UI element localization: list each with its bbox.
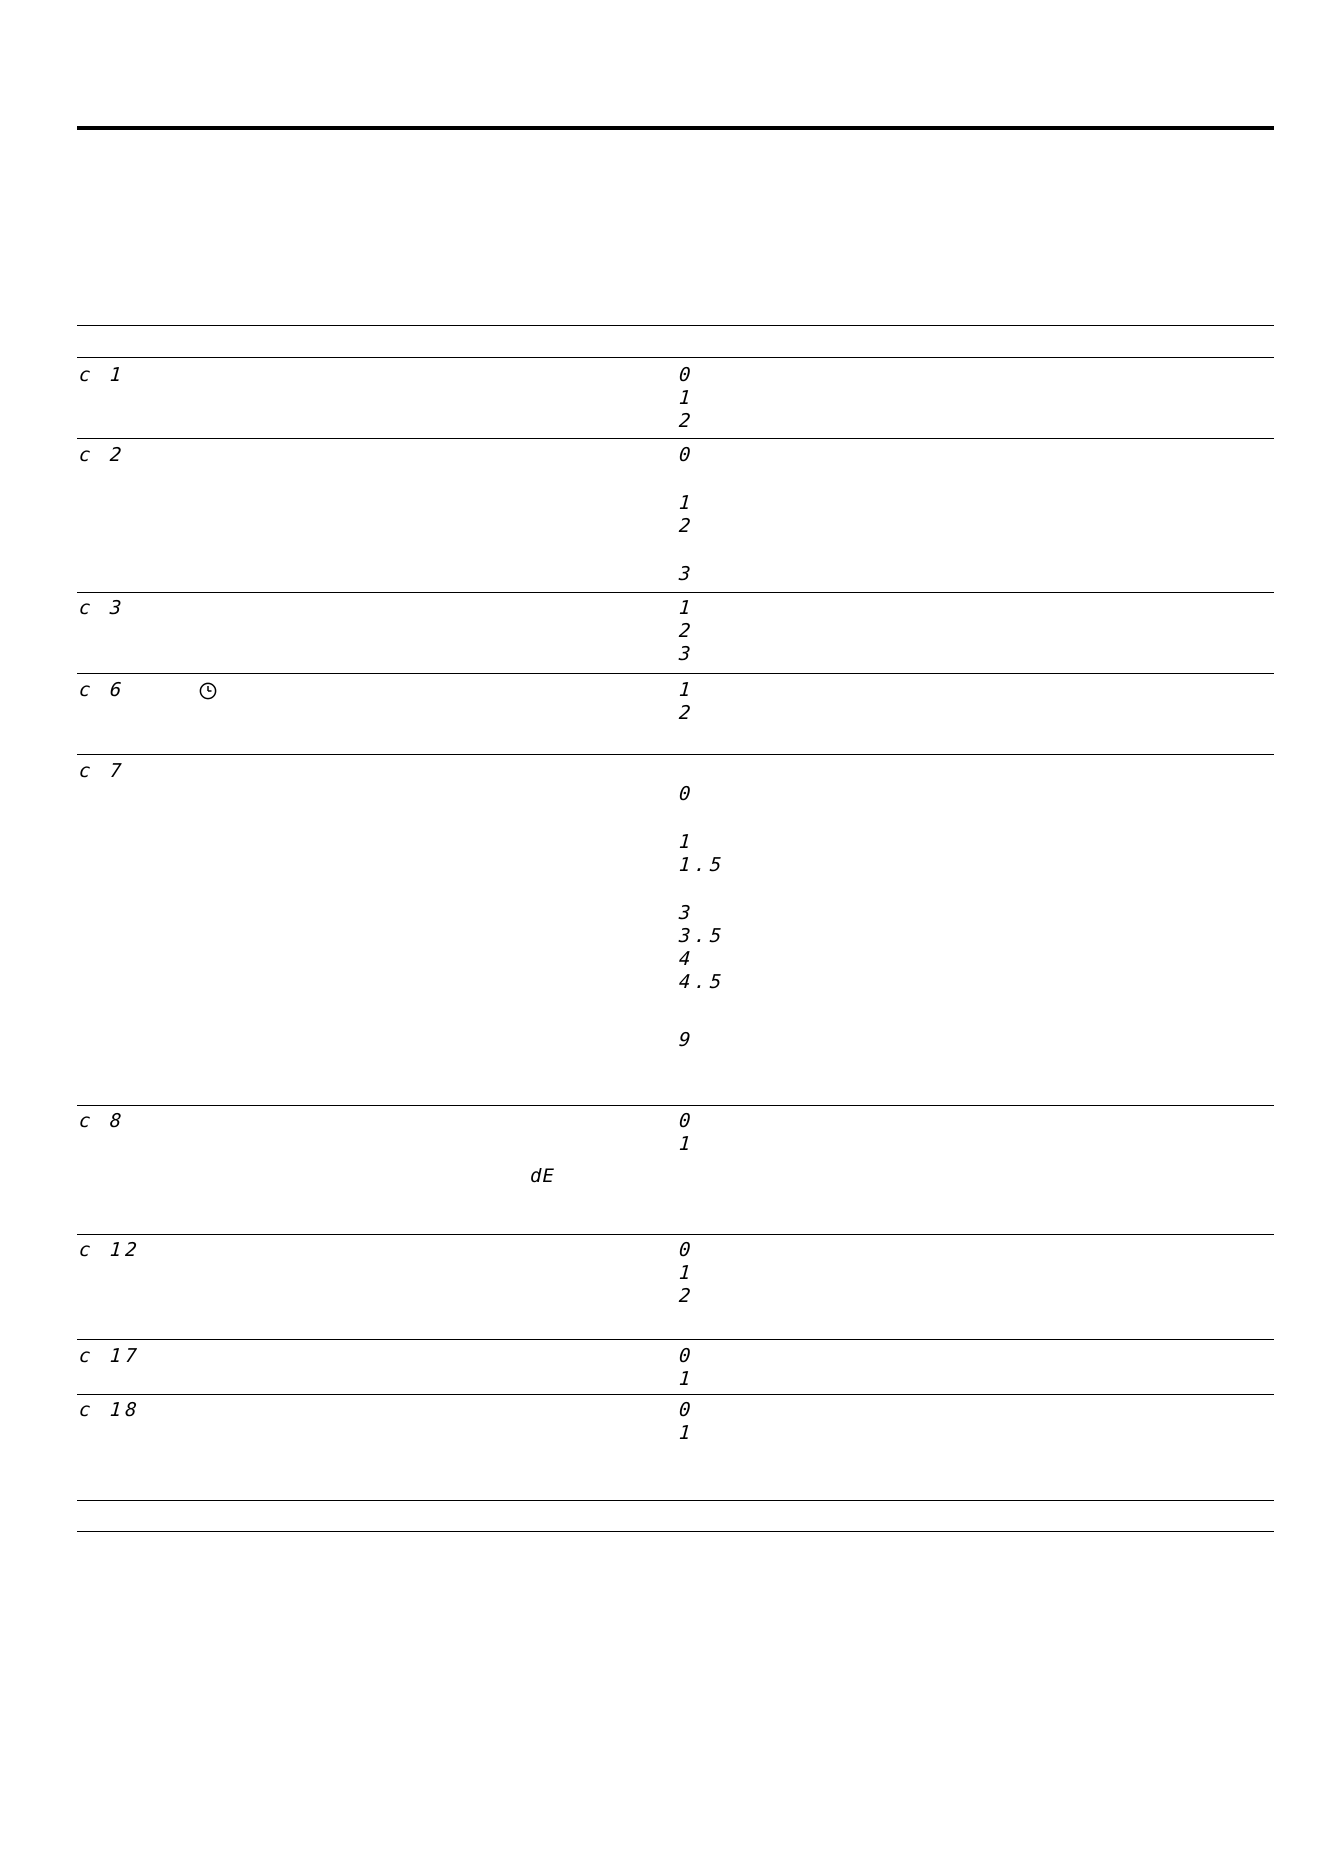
row-divider <box>77 1234 1274 1235</box>
setting-code: c 18 <box>78 1399 142 1421</box>
setting-value: 1 <box>678 1368 696 1390</box>
setting-value: 1 <box>678 1262 696 1284</box>
setting-code: c 3 <box>78 597 127 619</box>
setting-value: 3 <box>678 902 696 924</box>
setting-code: c 12 <box>78 1239 142 1261</box>
table-header-rule <box>77 325 1274 326</box>
setting-value: 0 <box>678 444 696 466</box>
row-divider <box>77 1105 1274 1106</box>
setting-code: c 7 <box>78 760 127 782</box>
setting-value: 2 <box>678 620 696 642</box>
setting-code: c 17 <box>78 1345 142 1367</box>
setting-code: c 6 <box>78 679 127 701</box>
setting-value: 2 <box>678 410 696 432</box>
row-divider <box>77 1394 1274 1395</box>
setting-value: 1 <box>678 492 696 514</box>
setting-value: 1 <box>678 679 696 701</box>
setting-value: 0 <box>678 783 696 805</box>
setting-value: 1.5 <box>678 854 727 876</box>
setting-code: c 1 <box>78 364 127 386</box>
row-divider <box>77 1339 1274 1340</box>
setting-value: 2 <box>678 1285 696 1307</box>
setting-value: 0 <box>678 1110 696 1132</box>
setting-value: 1 <box>678 387 696 409</box>
table-top-rule <box>77 357 1274 358</box>
setting-value: 0 <box>678 364 696 386</box>
setting-value: 4 <box>678 948 696 970</box>
setting-value: 3.5 <box>678 925 727 947</box>
setting-value: 1 <box>678 1133 696 1155</box>
setting-value: 3 <box>678 563 696 585</box>
row-divider <box>77 754 1274 755</box>
row-divider <box>77 438 1274 439</box>
top-heavy-rule <box>77 126 1274 130</box>
row-divider <box>77 592 1274 593</box>
setting-value: 2 <box>678 702 696 724</box>
setting-value: 2 <box>678 515 696 537</box>
setting-code: c 8 <box>78 1110 127 1132</box>
display-symbol: dE <box>530 1165 555 1187</box>
setting-value: 0 <box>678 1239 696 1261</box>
setting-value: 1 <box>678 1422 696 1444</box>
setting-value: 1 <box>678 831 696 853</box>
setting-value: 0 <box>678 1399 696 1421</box>
setting-code: c 2 <box>78 444 127 466</box>
setting-value: 3 <box>678 643 696 665</box>
setting-value: 1 <box>678 597 696 619</box>
row-divider <box>77 673 1274 674</box>
table-bottom-rule <box>77 1500 1274 1501</box>
setting-value: 4.5 <box>678 971 727 993</box>
setting-value: 0 <box>678 1345 696 1367</box>
footer-rule <box>77 1531 1274 1532</box>
setting-value: 9 <box>678 1029 696 1051</box>
clock-icon <box>199 682 217 700</box>
